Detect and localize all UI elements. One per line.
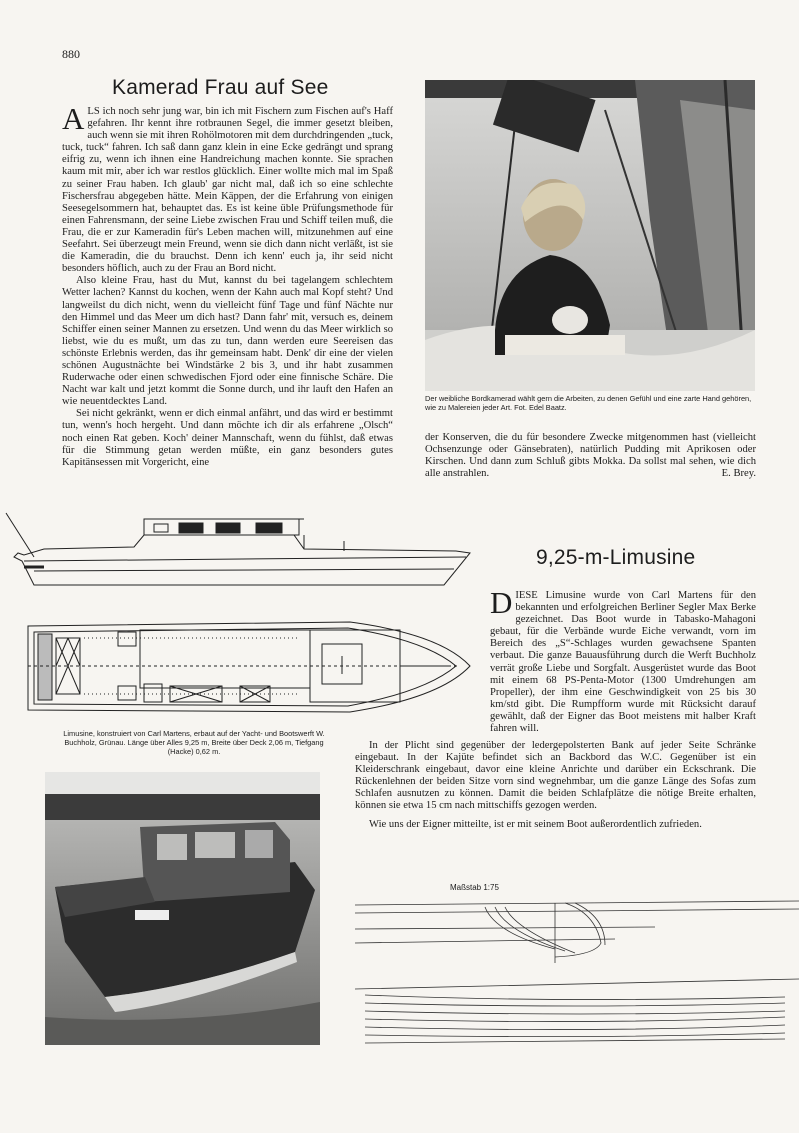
article1-body — [62, 101, 393, 469]
drawing-deck-plan — [20, 614, 472, 726]
photo-caption — [425, 394, 755, 412]
article1-continuation — [425, 432, 756, 480]
article1-paragraph-2: Also kleine Frau, hast du Mut, kannst du bei tagelangem schlechtem Wetter lachen? Kannst du kochen, wenn der Kahn auch mal Kopf steht? Und langweilst du dich nicht, wenn du vielleicht fünf Tage und fünf Nächte nur den Himmel und das Meer um dich hast? Dann fahr' mit, versuch es, deinem Schiffer einen seiner Mannen zu ersetzen. Und wenn du das Meer wirklich so liebst, wie du es mußt, um das zu tun, dann werden eure Seereisen das schönste Erlebnis werden, das ihr gemeinsam habt. Denk' dir eine der vielen schönen Augustnächte bei Windstärke 2 bis 3, und ihr habt zusammen Ruderwache oder einen schwedischen Fjord oder eine finnische Schäre. Die Nacht war kalt und jetzt kommt die Sonne durch, und ihr lauft den Hafen an wie neuentdecktes Land. — [62, 275, 393, 408]
photo-limusine-image — [45, 772, 320, 1045]
hull-lines-svg — [355, 893, 799, 1053]
drawing-side-elevation — [4, 505, 474, 595]
article1-continuation-text: der Konserven, die du für besondere Zwecke mitgenommen hast (vielleicht Ochsenzunge oder Gänsebraten), natürlich Pudding mit Aprikosen oder Kirschen. Und dann zum Schluß gibts Mokka. Da sollst mal sehen, wie dich alle anstrahlen. — [425, 432, 756, 480]
article2-paragraph-2: In der Plicht sind gegenüber der ledergepolsterten Bank auf jeder Seite Schränke eingebaut. In der Kajüte befindet sich an Backbord das W.C. Gegenüber ist ein Kleiderschrank eingebaut, davor eine kleine Anrichte und darüber ein Eckschrank. Die Rückenlehnen der beiden Sitze vorn sind wegnehmbar, um die ganze Länge des Sofas zum Schlafen ausnutzen zu können. Damit die beiden Schlafplätze die nötige Breite erhalten, können sie etwa 15 cm nach mittschiffs gezogen werden. — [355, 740, 756, 812]
article-title-kamerad: Kamerad Frau auf See — [112, 76, 329, 99]
article2-body-top — [490, 585, 756, 735]
photo-bordkamerad-image — [425, 80, 755, 391]
scale-label: Maßstab 1:75 — [450, 883, 499, 892]
drawing-caption: Limusine, konstruiert von Carl Martens, erbaut auf der Yacht- und Bootswerft W. Buchholz, Grünau. Länge über Alles 9,25 m, Breite über Deck 2,06 m, Tiefgang (Hacke) 0,62 m. — [63, 729, 325, 757]
page-number: 880 — [62, 47, 80, 61]
article2-body-bottom — [355, 740, 756, 831]
photo-credit: Fot. Edel Baatz. — [514, 403, 567, 413]
article2-paragraph-1: IESE Limusine wurde von Carl Martens für den bekannten und erfolgreichen Berliner Segler Max Berke gezeichnet. Das Boot wurde in Tabasko-Mahagoni gebaut, für die Verbände wurde Eiche verwandt, vorn im Bereich des „S“-Schlages wurden gewachsene Spanten verbaut. Die ganze Bauausführung durch die Werft Buchholz verrät große Liebe und Sorgfalt. Ausgerüstet wurde das Boot mit einem 68 PS-Penta-Motor (1300 Umdrehungen am Propeller), der ihm eine Geschwindigkeit von 25 bis 30 km/std gibt. Die Rumpfform wurde mit Rücksicht darauf gewählt, daß der Eigner das Boot meistens mit halber Kraft fahren will. — [490, 590, 756, 735]
photo-caption-text: Der weibliche Bordkamerad wählt gern die Arbeiten, zu denen Gefühl und eine zarte Hand gehören, wie zu Malereien jeder Art. — [425, 394, 752, 413]
article1-paragraph-3: Sei nicht gekränkt, wenn er dich einmal anfährt, und das wird er bestimmt tun, wenn's hoch hergeht. Und dann möchte ich dir als erfahrene „Olsch“ noch einen Rat geben. Koch' deiner Mannschaft, wenn du fühlst, daß etwas für die Stimmung getan werden müßte, ein ganz besonders gutes Kapitänsessen mit Vorgericht, eine — [62, 408, 393, 468]
article2-paragraph-3: Wie uns der Eigner mitteilte, ist er mit seinem Boot außerordentlich zufrieden. — [369, 818, 702, 830]
side-elevation-svg — [4, 505, 474, 595]
drawing-hull-lines — [355, 893, 799, 1053]
photo-limusine — [45, 772, 320, 1045]
article1-paragraph-1: LS ich noch sehr jung war, bin ich mit Fischern zum Fischen auf's Haff gefahren. Ihr kennt ihre rotbraunen Segel, die immer gesetzt bleiben, auch wenn sie mit ihren Rohölmotoren mit dem durchdringenden „tuck, tuck, tuck“ fahren. Ich saß dann ganz klein in eine Ecke gedrängt und sprang eifrig zu, wenn ich ihnen eine Handreichung machen konnte. Sie sprachen kaum mit mir, aber ich war restlos glücklich. Einer wollte mich mal im Spaß zu seiner Frau haben. Ich glaub' gar nicht mal, daß ich so eine schlechte Fischersfrau abgegeben hätte. Mein Käppen, der die Erfahrung von einigen Seesegelsommern hat, behauptet das. Es ist keine üble Prüfungsmethode für einen Fahrensmann, der seine Liebe zwischen Frau und Schiff teilen muß, die Frau, die er zur Kameradin für's Leben machen will, mitzunehmen auf eine Seefahrt. Sei überzeugt mein Freund, wenn sie dich dann nicht verläßt, ist sie die Kameradin, die du brauchst. Denn ich kenn' euch ja, ihr seid nicht besonders höflich, auch zu der Frau an Bord nicht. — [62, 106, 393, 275]
article1-author: E. Brey. — [721, 468, 756, 480]
dropcap-a: A — [62, 101, 85, 136]
deck-plan-svg — [20, 614, 472, 726]
dropcap-d: D — [490, 585, 513, 620]
article-title-limusine: 9,25-m-Limusine — [536, 546, 696, 569]
photo-bordkamerad — [425, 80, 755, 391]
